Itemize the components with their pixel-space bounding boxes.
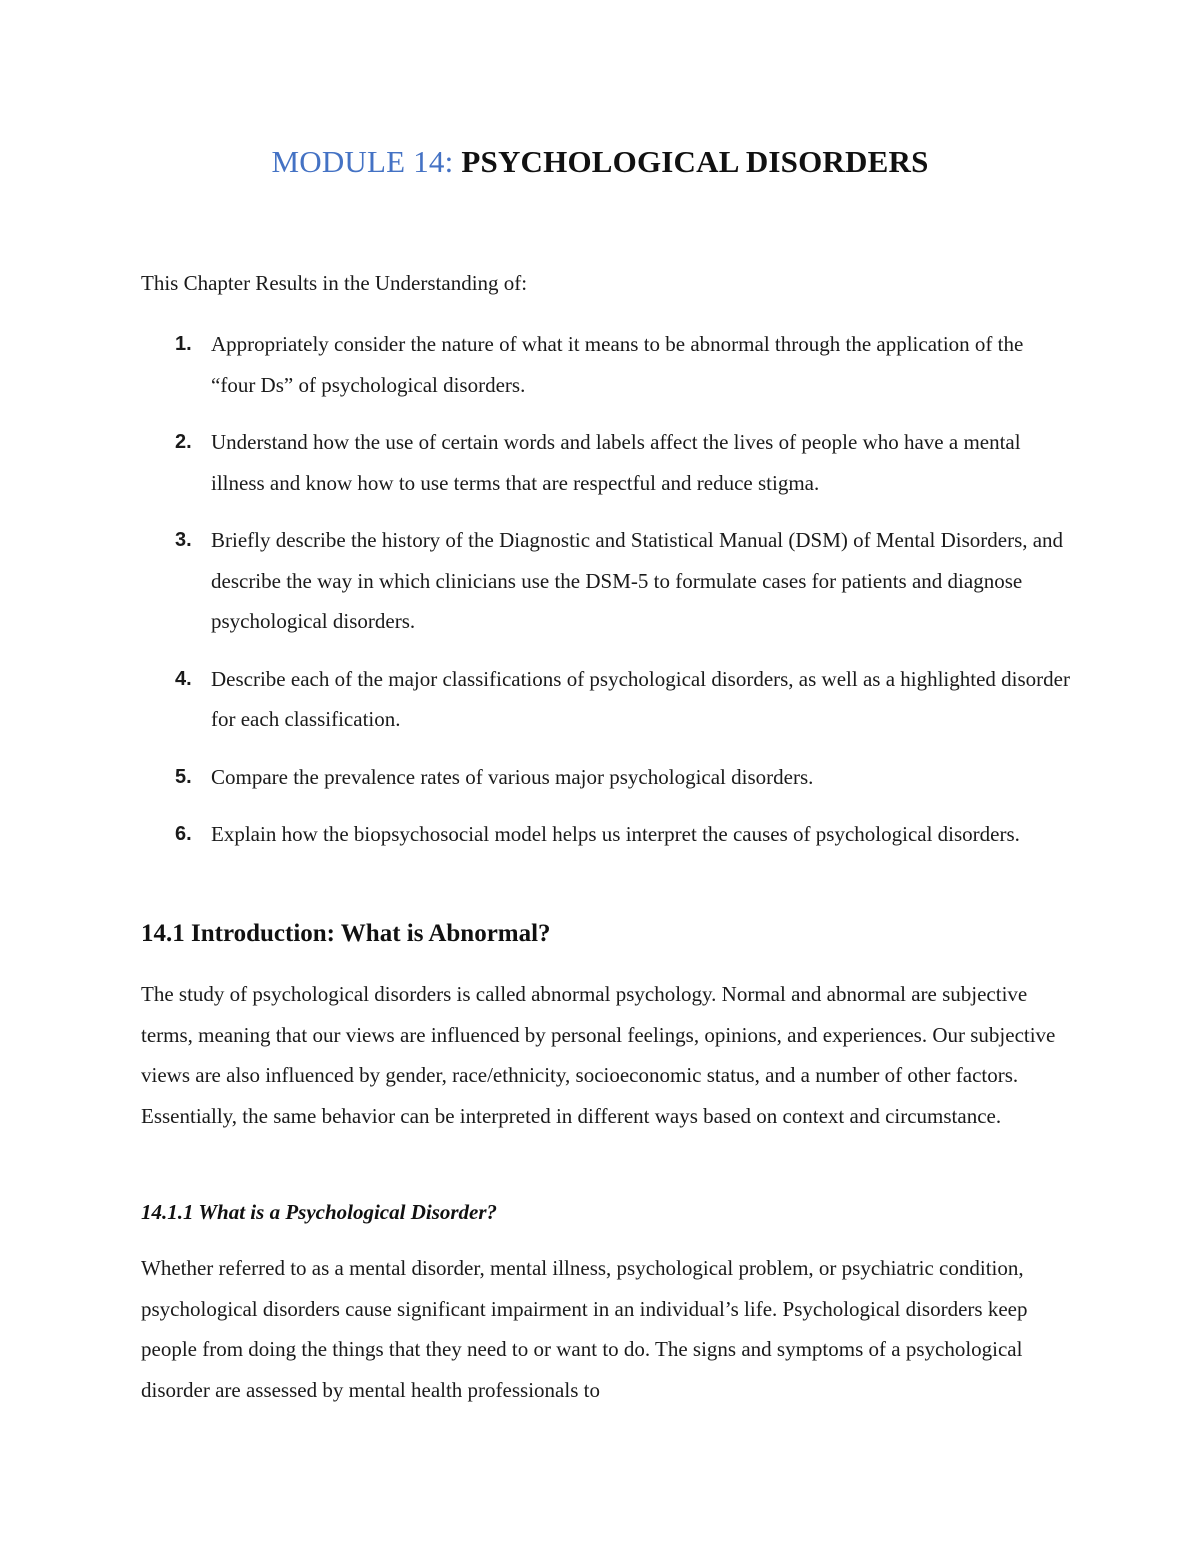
list-item-text: Appropriately consider the nature of what it means to be abnormal through the application of the “four Ds” of psychological disorders.	[211, 332, 1024, 397]
list-item-number: 2.	[175, 431, 192, 453]
list-item-text: Explain how the biopsychosocial model helps us interpret the causes of psychological disorders.	[211, 822, 1020, 846]
list-item	[141, 757, 1071, 798]
objectives-list	[141, 324, 1071, 872]
list-item-text: Compare the prevalence rates of various major psychological disorders.	[211, 764, 814, 789]
list-item-text: Briefly describe the history of the Diagnostic and Statistical Manual (DSM) of Mental Disorders, and describe the way in which clinicians use the DSM-5 to formulate cases for patients and diagnose psychological disorders.	[211, 528, 1064, 633]
intro-text: This Chapter Results in the Understanding of:	[141, 271, 528, 295]
module-label: MODULE 14:	[271, 144, 454, 179]
list-item-number: 4.	[175, 667, 192, 690]
module-name: PSYCHOLOGICAL DISORDERS	[461, 144, 929, 179]
list-item	[141, 814, 1071, 855]
subsection-paragraph-psychological-disorder: Whether referred to as a mental disorder, mental illness, psychological problem, or psychiatric condition, psychological disorders cause significant impairment in an individual’s life. Psychological disorders keep people from doing the things that they need to or want to do. The signs and symptoms of a psychological disorder are assessed by mental health professionals to	[141, 1256, 1028, 1402]
list-item	[141, 520, 1071, 642]
subsection-heading-psychological-disorder: 14.1.1 What is a Psychological Disorder?	[141, 1200, 498, 1224]
list-item-number: 1.	[175, 333, 192, 355]
list-item	[141, 324, 1071, 405]
list-item	[141, 659, 1071, 740]
list-item-number: 3.	[175, 529, 192, 551]
list-item-number: 5.	[175, 765, 192, 788]
page-title	[0, 142, 1200, 182]
section-heading-introduction: 14.1 Introduction: What is Abnormal?	[141, 920, 551, 947]
list-item	[141, 422, 1071, 503]
section-paragraph-introduction: The study of psychological disorders is called abnormal psychology. Normal and abnormal are subjective terms, meaning that our views are influenced by personal feelings, opinions, and experiences. Our subjective views are also influenced by gender, race/ethnicity, socioeconomic status, and a number of other factors. Essentially, the same behavior can be interpreted in different ways based on context and circumstance.	[141, 982, 1056, 1128]
list-item-text: Understand how the use of certain words and labels affect the lives of people who have a mental illness and know how to use terms that are respectful and reduce stigma.	[211, 430, 1021, 495]
list-item-text: Describe each of the major classifications of psychological disorders, as well as a highlighted disorder for each classification.	[211, 666, 1070, 731]
list-item-number: 6.	[175, 823, 192, 845]
